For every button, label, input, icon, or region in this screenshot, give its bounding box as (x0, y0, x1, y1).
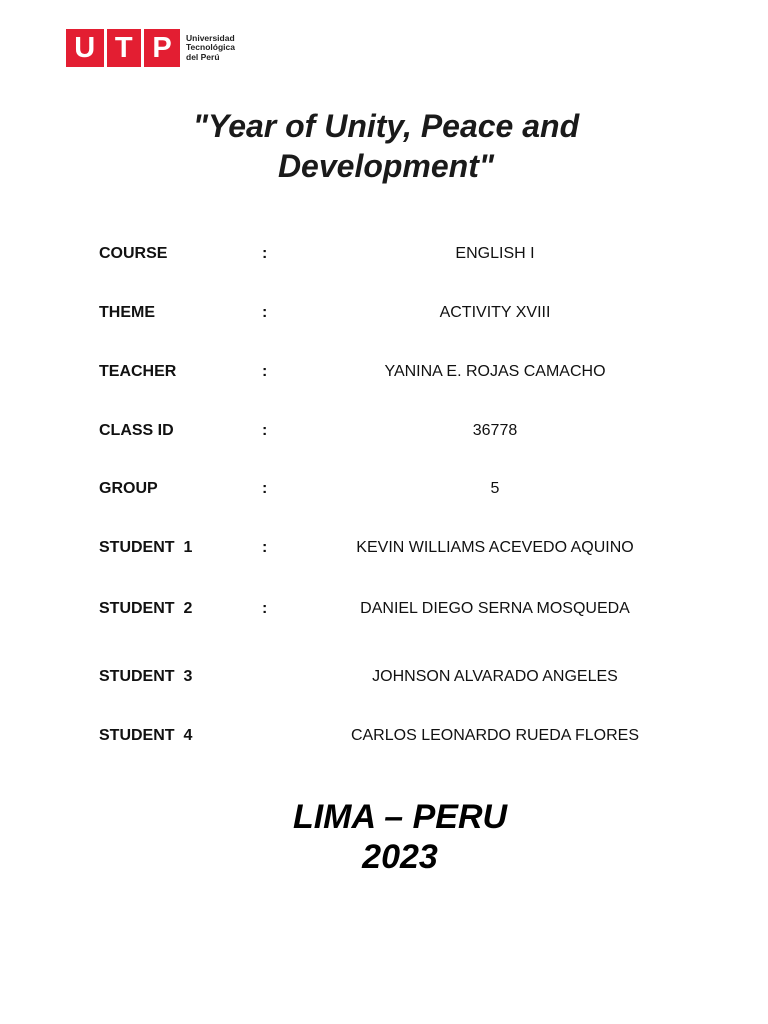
logo-separator (141, 29, 144, 67)
field-row-group (0, 478, 768, 500)
field-colon: : (262, 480, 268, 497)
title-line-2: Development" (277, 148, 495, 184)
logo-line-3: del Perú (186, 51, 220, 62)
field-colon: : (262, 304, 268, 321)
field-value: JOHNSON ALVARADO ANGELES (372, 668, 618, 685)
field-value: ENGLISH I (455, 245, 535, 262)
utp-logo-mark (66, 29, 180, 67)
logo-line-2: Tecnológica (186, 42, 235, 53)
field-label: TEACHER (99, 363, 177, 380)
field-value: ACTIVITY XVIII (439, 304, 551, 321)
title-line-1: "Year of Unity, Peace and (192, 108, 580, 144)
field-label: STUDENT 3 (99, 668, 193, 685)
field-label: STUDENT 4 (99, 727, 193, 744)
field-value: YANINA E. ROJAS CAMACHO (384, 363, 606, 380)
field-colon: : (262, 422, 268, 439)
field-row-theme (0, 302, 768, 324)
field-label: GROUP (99, 480, 158, 497)
field-value: CARLOS LEONARDO RUEDA FLORES (350, 727, 640, 744)
document-footer (0, 797, 768, 877)
field-value: 36778 (472, 422, 518, 439)
field-label: COURSE (99, 245, 168, 262)
field-row-student-1 (0, 537, 768, 559)
field-value: 5 (490, 480, 500, 497)
field-value: KEVIN WILLIAMS ACEVEDO AQUINO (356, 539, 634, 556)
logo-wordmark (186, 34, 235, 63)
field-colon: : (262, 363, 268, 380)
field-row-class-id (0, 420, 768, 442)
field-label: THEME (99, 304, 155, 321)
field-label: STUDENT 1 (99, 539, 193, 556)
field-colon: : (262, 600, 268, 617)
field-row-course (0, 243, 768, 265)
field-colon: : (262, 245, 268, 262)
field-row-student-2 (0, 598, 768, 620)
logo-letter-t: T (114, 32, 133, 64)
logo-letter-u: U (74, 32, 96, 64)
field-row-student-3 (0, 666, 768, 688)
footer-place: LIMA – PERU (292, 798, 508, 836)
logo-line-1: Universidad (186, 32, 235, 43)
field-value: DANIEL DIEGO SERNA MOSQUEDA (360, 600, 630, 617)
utp-logo (66, 29, 235, 67)
logo-separator (104, 29, 107, 67)
document-title (0, 106, 768, 186)
field-label: CLASS ID (99, 422, 174, 439)
field-row-student-4 (0, 725, 768, 747)
footer-year: 2023 (362, 838, 438, 876)
logo-letter-p: P (152, 32, 172, 64)
field-colon: : (262, 539, 268, 556)
field-row-teacher (0, 361, 768, 383)
field-label: STUDENT 2 (99, 600, 193, 617)
